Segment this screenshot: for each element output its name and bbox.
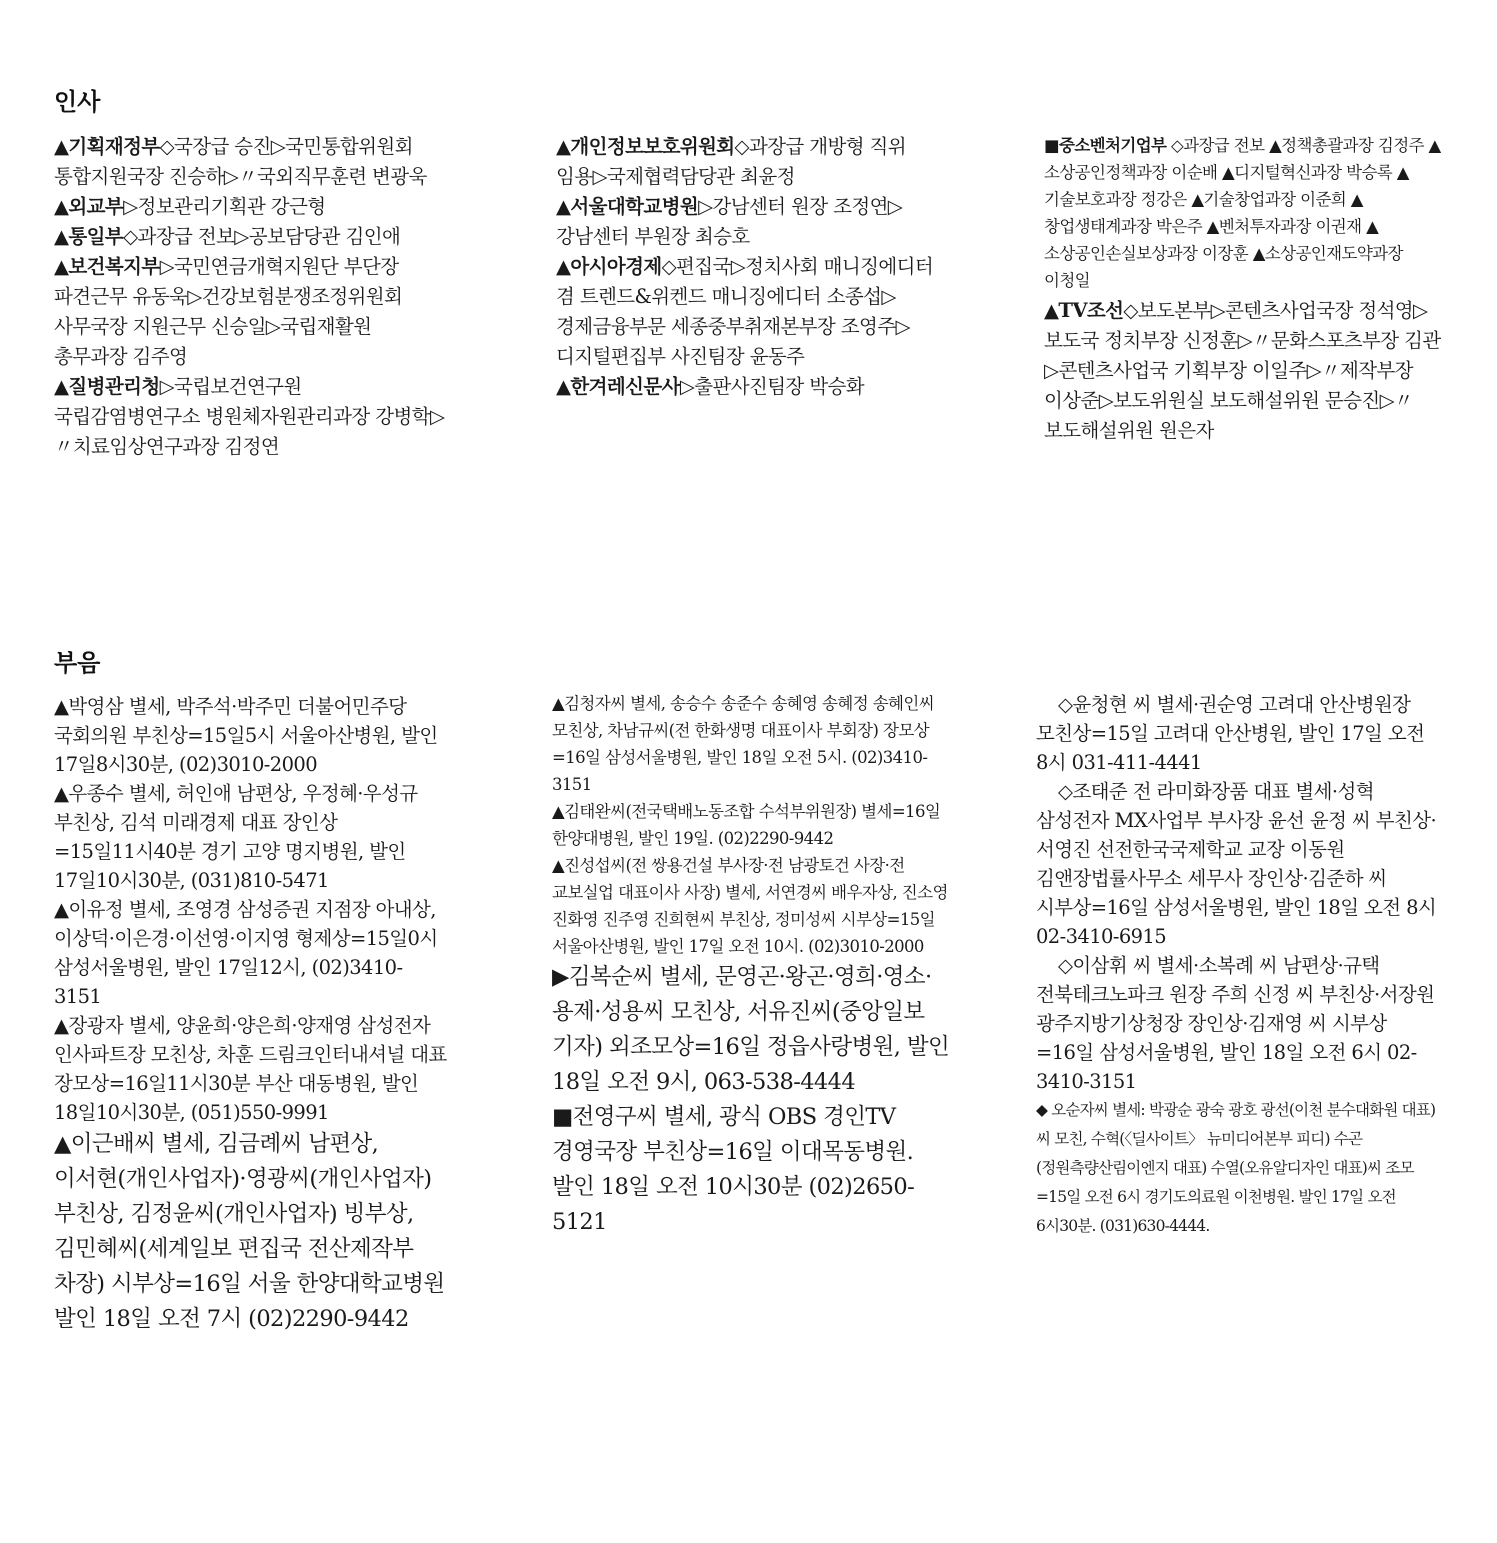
insa-entry: ▲아시아경제◇편집국▷정치사회 매니징에디터 겸 트렌드&위켄드 매니징에디터 소종섭▷경제금융부문 세종중부취재본부장 조영주▷디지털편집부 사진팀장 윤동주 — [556, 255, 934, 368]
insa-entry: ▲TV조선◇보도본부▷콘텐츠사업국장 정석영▷보도국 정치부장 신정훈▷〃문화스포츠부장 김관▷콘텐츠사업국 기획부장 이일주▷〃제작부장 이상준▷보도위원실 보도해설위원 문승진▷〃보도해설위원 원은자 — [1044, 299, 1441, 442]
insa-entry: ▲한겨레신문사▷출판사진팀장 박승화 — [556, 375, 864, 398]
obituary-entry: ■전영구씨 별세, 광식 OBS 경인TV 경영국장 부친상=16일 이대목동병원. 발인 18일 오전 10시30분 (02)2650-5121 — [552, 1104, 915, 1235]
insa-column-1 — [54, 132, 446, 462]
obituary-entry: ▶김복순씨 별세, 문영곤·왕곤·영희·영소·용제·성용씨 모친상, 서유진씨(중앙일보 기자) 외조모상=16일 정읍사랑병원, 발인 18일 오전 9시, 063-538-4444 — [552, 964, 950, 1095]
obituary-entry: ▲김태완씨(전국택배노동조합 수석부위원장) 별세=16일 한양대병원, 발인 19일. (02)2290-9442 — [552, 802, 941, 848]
obituary-entry: ▲박영삼 별세, 박주석·박주민 더불어민주당 국회의원 부친상=15일5시 서울아산병원, 발인 17일8시30분, (02)3010-2000 — [54, 695, 438, 776]
obituary-entry: ◇조태준 전 라미화장품 대표 별세·성혁 삼성전자 MX사업부 부사장 윤선 윤정 씨 부친상·서영진 선전한국국제학교 교장 이동원 김앤장법률사무소 세무사 장인상·김준하 씨 시부상=16일 삼성서울병원, 발인 18일 오전 8시 02-3410-6915 — [1036, 780, 1437, 948]
bueum-column-3 — [1036, 690, 1442, 1241]
obituary-entry: ▲장광자 별세, 양윤희·양은희·양재영 삼성전자 인사파트장 모친상, 차훈 드림크인터내셔널 대표 장모상=16일11시30분 부산 대동병원, 발인 18일10시30분, (051)550-9991 — [54, 1014, 447, 1124]
obituary-entry: ▲김청자씨 별세, 송승수 송준수 송혜영 송혜정 송혜인씨 모친상, 차남규씨(전 한화생명 대표이사 부회장) 장모상=16일 삼성서울병원, 발인 18일 오전 5시. (02)3410-3151 — [552, 694, 935, 794]
insa-entry: ■중소벤처기업부 ◇과장급 전보 ▲정책총괄과장 김정주 ▲소상공인정책과장 이순배 ▲디지털혁신과장 박승록 ▲기술보호과장 정강은 ▲기술창업과장 이준희 ▲창업생태계과장 박은주 ▲벤처투자과장 이권재 ▲소상공인손실보상과장 이장훈 ▲소상공인재도약과장 이청일 — [1044, 136, 1441, 290]
insa-entry: ▲보건복지부▷국민연금개혁지원단 부단장 파견근무 유동욱▷건강보험분쟁조정위원회 사무국장 지원근무 신승일▷국립재활원 총무과장 김주영 — [54, 255, 403, 368]
obituary-entry: ▲이유정 별세, 조영경 삼성증권 지점장 아내상, 이상덕·이은경·이선영·이지영 형제상=15일0시 삼성서울병원, 발인 17일12시, (02)3410-3151 — [54, 898, 438, 1008]
bueum-section-title: 부음 — [54, 649, 101, 677]
obituary-entry: ◇이삼휘 씨 별세·소복례 씨 남편상·규택 전북테크노파크 원장 주희 신정 씨 부친상·서장원 광주지방기상청장 장인상·김재영 씨 시부상=16일 삼성서울병원, 발인 18일 오전 6시 02-3410-3151 — [1036, 954, 1435, 1093]
insa-entry: ▲질병관리청▷국립보건연구원 국립감염병연구소 병원체자원관리과장 강병학▷〃치료임상연구과장 김정연 — [54, 375, 445, 458]
insa-entry: ▲외교부▷정보관리기획관 강근형 — [54, 195, 326, 218]
insa-column-2 — [556, 132, 948, 402]
insa-entry: ▲기획재정부◇국장급 승진▷국민통합위원회 통합지원국장 진승하▷〃국외직무훈련 변광욱 — [54, 135, 427, 188]
insa-entry: ▲개인정보보호위원회◇과장급 개방형 직위 임용▷국제협력담당관 최윤정 — [556, 135, 907, 188]
obituary-entry: ▲진성섭씨(전 쌍용건설 부사장·전 남광토건 사장·전 교보실업 대표이사 사장) 별세, 서연경씨 배우자상, 진소영 진화영 진주영 진희현씨 부친상, 정미성씨 시부상=15일 서울아산병원, 발인 17일 오전 10시. (02)3010-2000 — [552, 856, 948, 956]
obituary-entry: ▲이근배씨 별세, 김금례씨 남편상, 이서현(개인사업자)·영광씨(개인사업자) 부친상, 김정윤씨(개인사업자) 빙부상, 김민혜씨(세계일보 편집국 전산제작부 차장) 시부상=16일 서울 한양대학교병원 발인 18일 오전 7시 (02)2290-9442 — [54, 1131, 445, 1332]
bueum-column-2 — [552, 690, 950, 1240]
insa-column-3 — [1044, 132, 1446, 446]
insa-section-title: 인사 — [54, 88, 101, 116]
insa-entry: ▲서울대학교병원▷강남센터 원장 조정연▷강남센터 부원장 최승호 — [556, 195, 903, 248]
bueum-column-1 — [54, 692, 448, 1337]
obituary-entry: ▲우종수 별세, 허인애 남편상, 우정혜·우성규 부친상, 김석 미래경제 대표 장인상=15일11시40분 경기 고양 명지병원, 발인 17일10시30분, (031)810-5471 — [54, 782, 418, 892]
obituary-entry: ◆ 오순자씨 별세: 박광순 광숙 광호 광선(이천 분수대화원 대표)씨 모친, 수혁(〈딜사이트〉 뉴미디어본부 피디) 수곤(정원측량산림이엔지 대표) 수열(오유알디자인 대표)씨 조모=15일 오전 6시 경기도의료원 이천병원. 발인 17일 오전 6시30분. (031)630-4444. — [1036, 1101, 1436, 1235]
obituary-entry: ◇윤청현 씨 별세·권순영 고려대 안산병원장 모친상=15일 고려대 안산병원, 발인 17일 오전 8시 031-411-4441 — [1036, 693, 1425, 774]
insa-entry: ▲통일부◇과장급 전보▷공보담당관 김인애 — [54, 225, 401, 248]
